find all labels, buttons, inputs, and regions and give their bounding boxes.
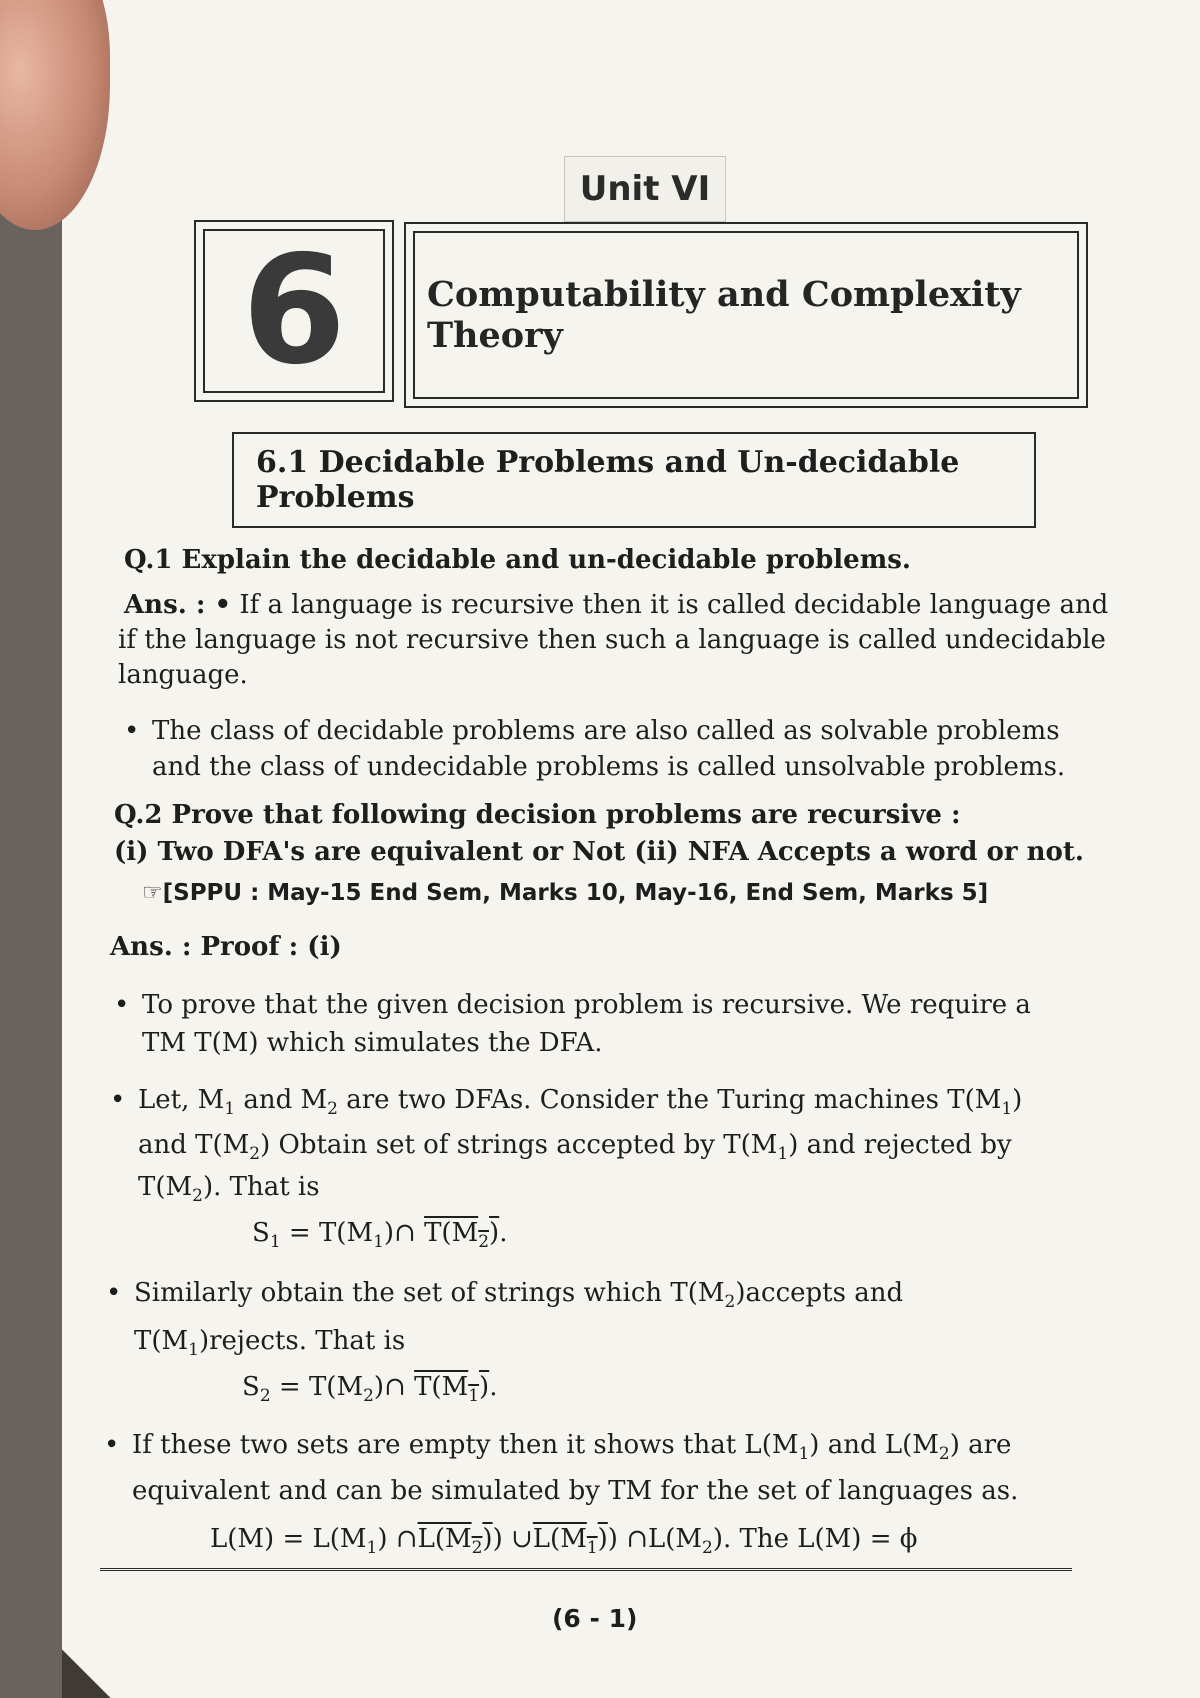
exam-reference: ☞[SPPU : May-15 End Sem, Marks 10, May-16, End Sem, Marks 5] <box>142 880 989 906</box>
unit-label: Unit VI <box>564 156 726 222</box>
question-2-line-2: (i) Two DFA's are equivalent or Not (ii) NFA Accepts a word or not. <box>114 837 1084 867</box>
answer-1-line-1 <box>124 590 1108 621</box>
page-number: (6 - 1) <box>552 1604 638 1633</box>
answer-1-line-2: if the language is not recursive then such a language is called undecidable <box>118 625 1106 655</box>
bullet-line: • Similarly obtain the set of strings which $T(M_2)accepts$ and <box>134 1278 903 1313</box>
footer-rule <box>100 1568 1072 1571</box>
answer-1-prefix: Ans. : • <box>124 590 232 620</box>
document-page <box>62 0 1200 1698</box>
question-2-line-1: Q.2 Prove that following decision problems are recursive : <box>114 800 961 830</box>
bullet-line: • If these two sets are empty then it shows that $L(M_1)$ and $L(M_2)$ are <box>132 1430 1011 1465</box>
bullet-line: $T(M_2)$. That is <box>138 1172 320 1207</box>
section-heading: 6.1 Decidable Problems and Un-decidable Problems <box>232 432 1036 528</box>
answer-1-text: If a language is recursive then it is called decidable language and <box>239 590 1109 620</box>
equation-s2: $S_2$ = $T(M_2)\cap$ $T(M_1)$. <box>242 1372 498 1407</box>
bullet-line: TM T(M) which simulates the DFA. <box>142 1028 603 1058</box>
chapter-title: Computability and Complexity Theory <box>413 231 1079 399</box>
question-1: Q.1 Explain the decidable and un-decidable problems. <box>124 545 911 575</box>
chapter-title-box <box>404 222 1088 408</box>
bullet-line: • Let, $M_1$ and $M_2$ are two DFAs. Consider the Turing machines $T(M_1)$ <box>138 1085 1022 1120</box>
bullet-line: equivalent and can be simulated by TM for the set of languages as. <box>132 1476 1019 1506</box>
bullet-line: • To prove that the given decision problem is recursive. We require a <box>142 990 1031 1021</box>
equation-s1: $S_1$ = $T(M_1)\cap$ $T(M_2)$. <box>252 1218 508 1253</box>
bullet-line: and $T(M_2)$ Obtain set of strings accepted by $T(M_1)$ and rejected by <box>138 1130 1012 1165</box>
answer-1-line-3: language. <box>118 660 248 690</box>
chapter-number: 6 <box>203 229 385 393</box>
bullet-line: $T(M_1)rejects$. That is <box>134 1326 406 1361</box>
answer-2-heading: Ans. : Proof : (i) <box>110 932 342 962</box>
chapter-number-box <box>194 220 394 402</box>
bullet-line: • The class of decidable problems are also called as solvable problems <box>152 716 1060 747</box>
corner-shadow <box>62 1638 122 1698</box>
bullet-line: and the class of undecidable problems is called unsolvable problems. <box>152 752 1066 782</box>
equation-lm: $L(M) = L(M_1)$ $\cap L(M_2)$) $\cup L(M_1)$) $\cap L(M_2)$. The L(M) = ϕ <box>210 1524 918 1559</box>
